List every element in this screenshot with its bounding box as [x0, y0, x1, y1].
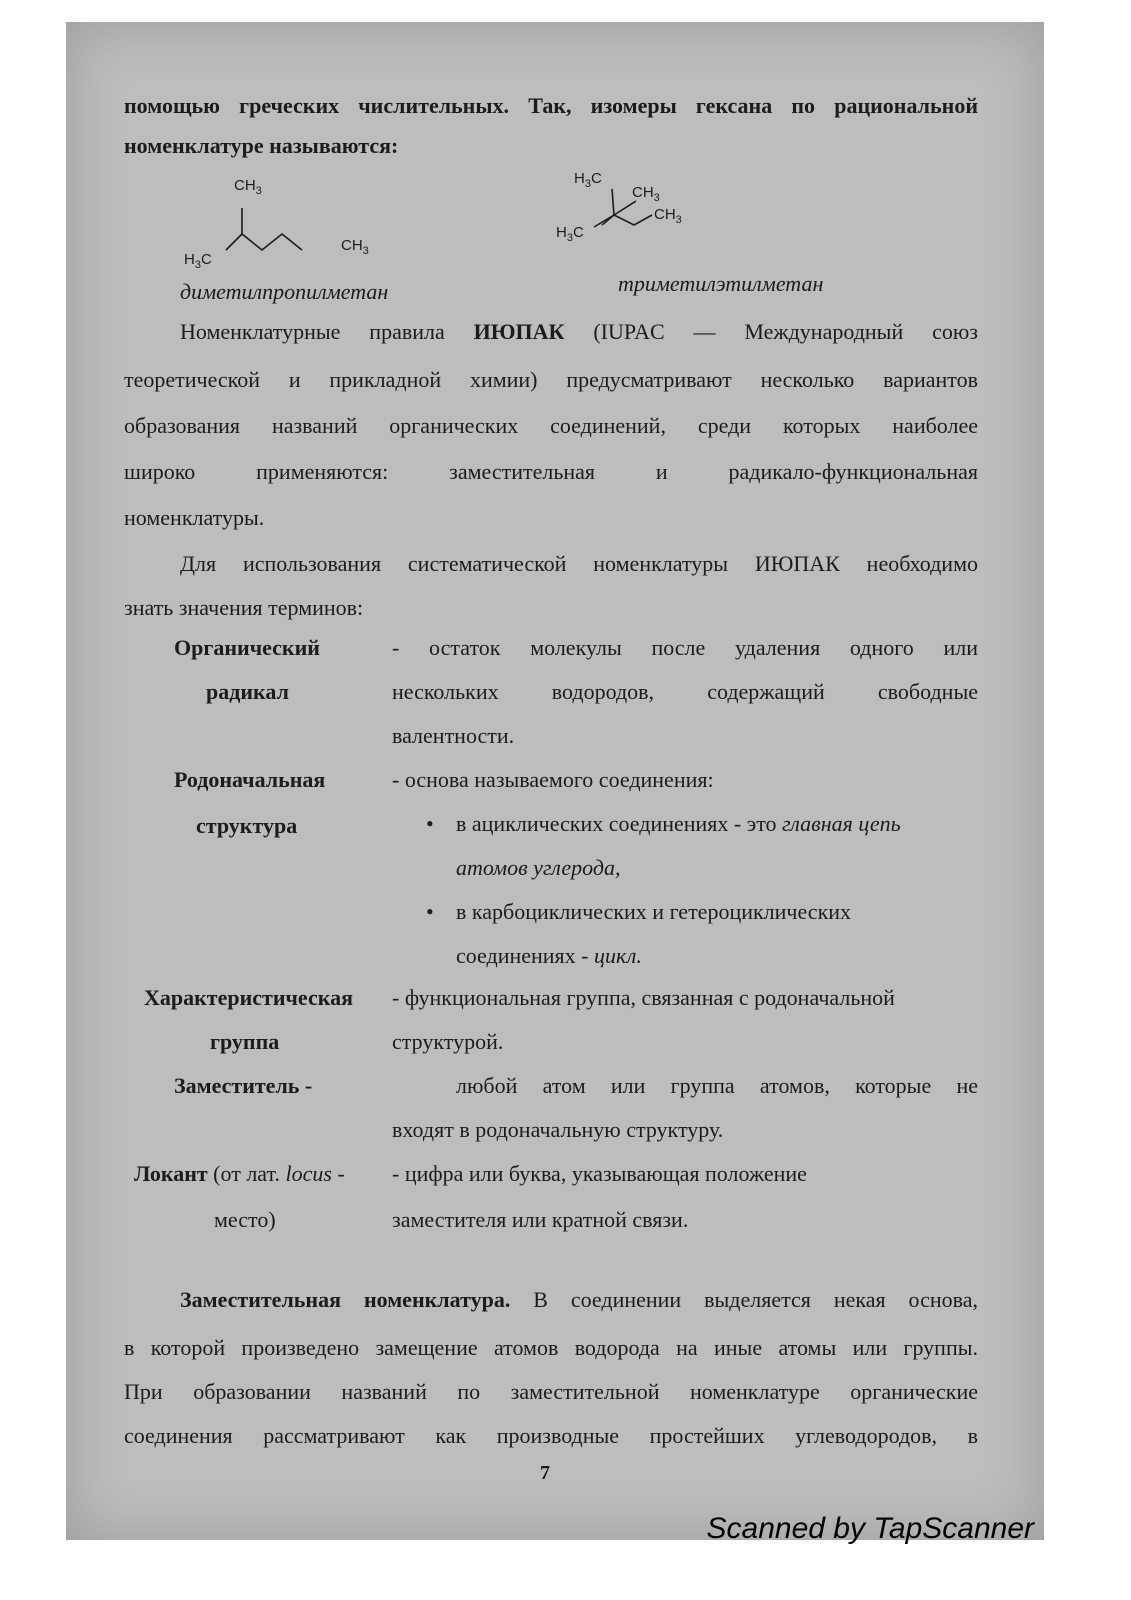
para2-line-1: Для использования систематической номенклатуры ИЮПАК необходимо [180, 551, 978, 576]
scanner-watermark: Scanned by TapScanner [706, 1512, 1034, 1545]
scanned-page [66, 22, 1044, 1540]
bullet-dot-2: • [426, 899, 434, 924]
para1-text-end: (IUPAC — Международный союз [564, 319, 978, 344]
para1-line-3: образования названий органических соединений, среди которых наиболее [124, 413, 978, 438]
para1-line-5: номенклатуры. [124, 505, 265, 530]
para1-line-4: широко применяются: заместительная и радикало-функциональная [124, 459, 978, 484]
bullet-dot-1: • [426, 811, 434, 836]
bullet-2-text: соединениях - [456, 943, 595, 968]
svg-text:CH3: $CH_3$ [632, 184, 660, 204]
para3-line-2: в которой произведено замещение атомов водорода на иные атомы или группы. [124, 1335, 978, 1360]
def-characteristic-group-1: - функциональная группа, связанная с родоначальной [392, 985, 895, 1010]
para3-line-3: При образовании названий по заместительной номенклатуре органические [124, 1379, 978, 1404]
term-substituent: Заместитель - [174, 1073, 313, 1098]
para1-line-2: теоретической и прикладной химии) предусматривают несколько вариантов [124, 367, 978, 392]
page-number: 7 [540, 1462, 550, 1484]
bullet-1-line-2: атомов углерода, [456, 855, 621, 880]
molecule-diagram-1 [176, 170, 376, 270]
term-locant-bold: Локант [134, 1161, 208, 1186]
bullet-2-italic: цикл. [594, 943, 642, 968]
para3-line-4: соединения рассматривают как производные простейших углеводородов, в [124, 1423, 978, 1448]
def-parent-structure: - основа называемого соединения: [392, 767, 714, 792]
intro-line-2: номенклатуре называются: [124, 133, 399, 158]
def-organic-radical-1: - остаток молекулы после удаления одного или [392, 635, 978, 660]
molecule-diagram-2 [546, 167, 746, 267]
term-locant-latin: locus [285, 1161, 332, 1186]
bullet-1-line-1 [456, 810, 901, 838]
svg-text:H3C: $H_3C$ [184, 251, 212, 270]
term-locant [134, 1160, 345, 1188]
def-organic-radical-3: валентности. [392, 723, 515, 748]
svg-text:CH3: $CH_3$ [234, 177, 262, 197]
iupac-bold: ИЮПАК [473, 319, 565, 344]
svg-text:CH3: $CH_3$ [654, 206, 682, 226]
def-organic-radical-2: нескольких водородов, содержащий свободные [392, 679, 978, 704]
term-locant-2: место) [214, 1207, 276, 1232]
svg-text:H3C: $H_3C$ [556, 224, 584, 244]
def-substituent-1: любой атом или группа атомов, которые не [456, 1073, 978, 1098]
bullet-2-line-1: в карбоциклических и гетероциклических [456, 899, 852, 924]
intro-line-1: помощью греческих числительных. Так, изомеры гексана по рациональной [124, 93, 978, 118]
bullet-2-line-2 [456, 942, 642, 970]
para2-line-2: знать значения терминов: [124, 595, 364, 620]
molecule-name-1: диметилпропилметан [180, 279, 389, 304]
molecule-name-2: триметилэтилметан [618, 271, 824, 296]
para1-text: Номенклатурные правила [180, 319, 474, 344]
bullet-1-italic: главная цепь [782, 811, 901, 836]
term-organic-radical-2: радикал [206, 679, 289, 704]
term-organic-radical: Органический [174, 635, 320, 660]
def-characteristic-group-2: структурой. [392, 1029, 504, 1054]
svg-text:CH3: $CH_3$ [341, 237, 369, 257]
def-locant-1: - цифра или буква, указывающая положение [392, 1161, 807, 1186]
term-characteristic-group-2: группа [210, 1029, 280, 1054]
para3-text: В соединении выделяется некая основа, [510, 1287, 978, 1312]
term-parent-structure: Родоначальная [174, 767, 326, 792]
svg-text:H3C: $H_3C$ [574, 170, 602, 190]
para1-line-1 [180, 318, 978, 346]
term-parent-structure-2: структура [196, 813, 298, 838]
bullet-1-text: в ациклических соединениях - это [456, 811, 783, 836]
para3-line-1 [180, 1286, 978, 1314]
def-substituent-2: входят в родоначальную структуру. [392, 1117, 724, 1142]
para3-bold: Заместительная номенклатура. [180, 1287, 511, 1312]
term-locant-text: (от лат. [207, 1161, 286, 1186]
term-characteristic-group: Характеристическая [144, 985, 353, 1010]
def-locant-2: заместителя или кратной связи. [392, 1207, 689, 1232]
term-locant-dash: - [331, 1161, 345, 1186]
